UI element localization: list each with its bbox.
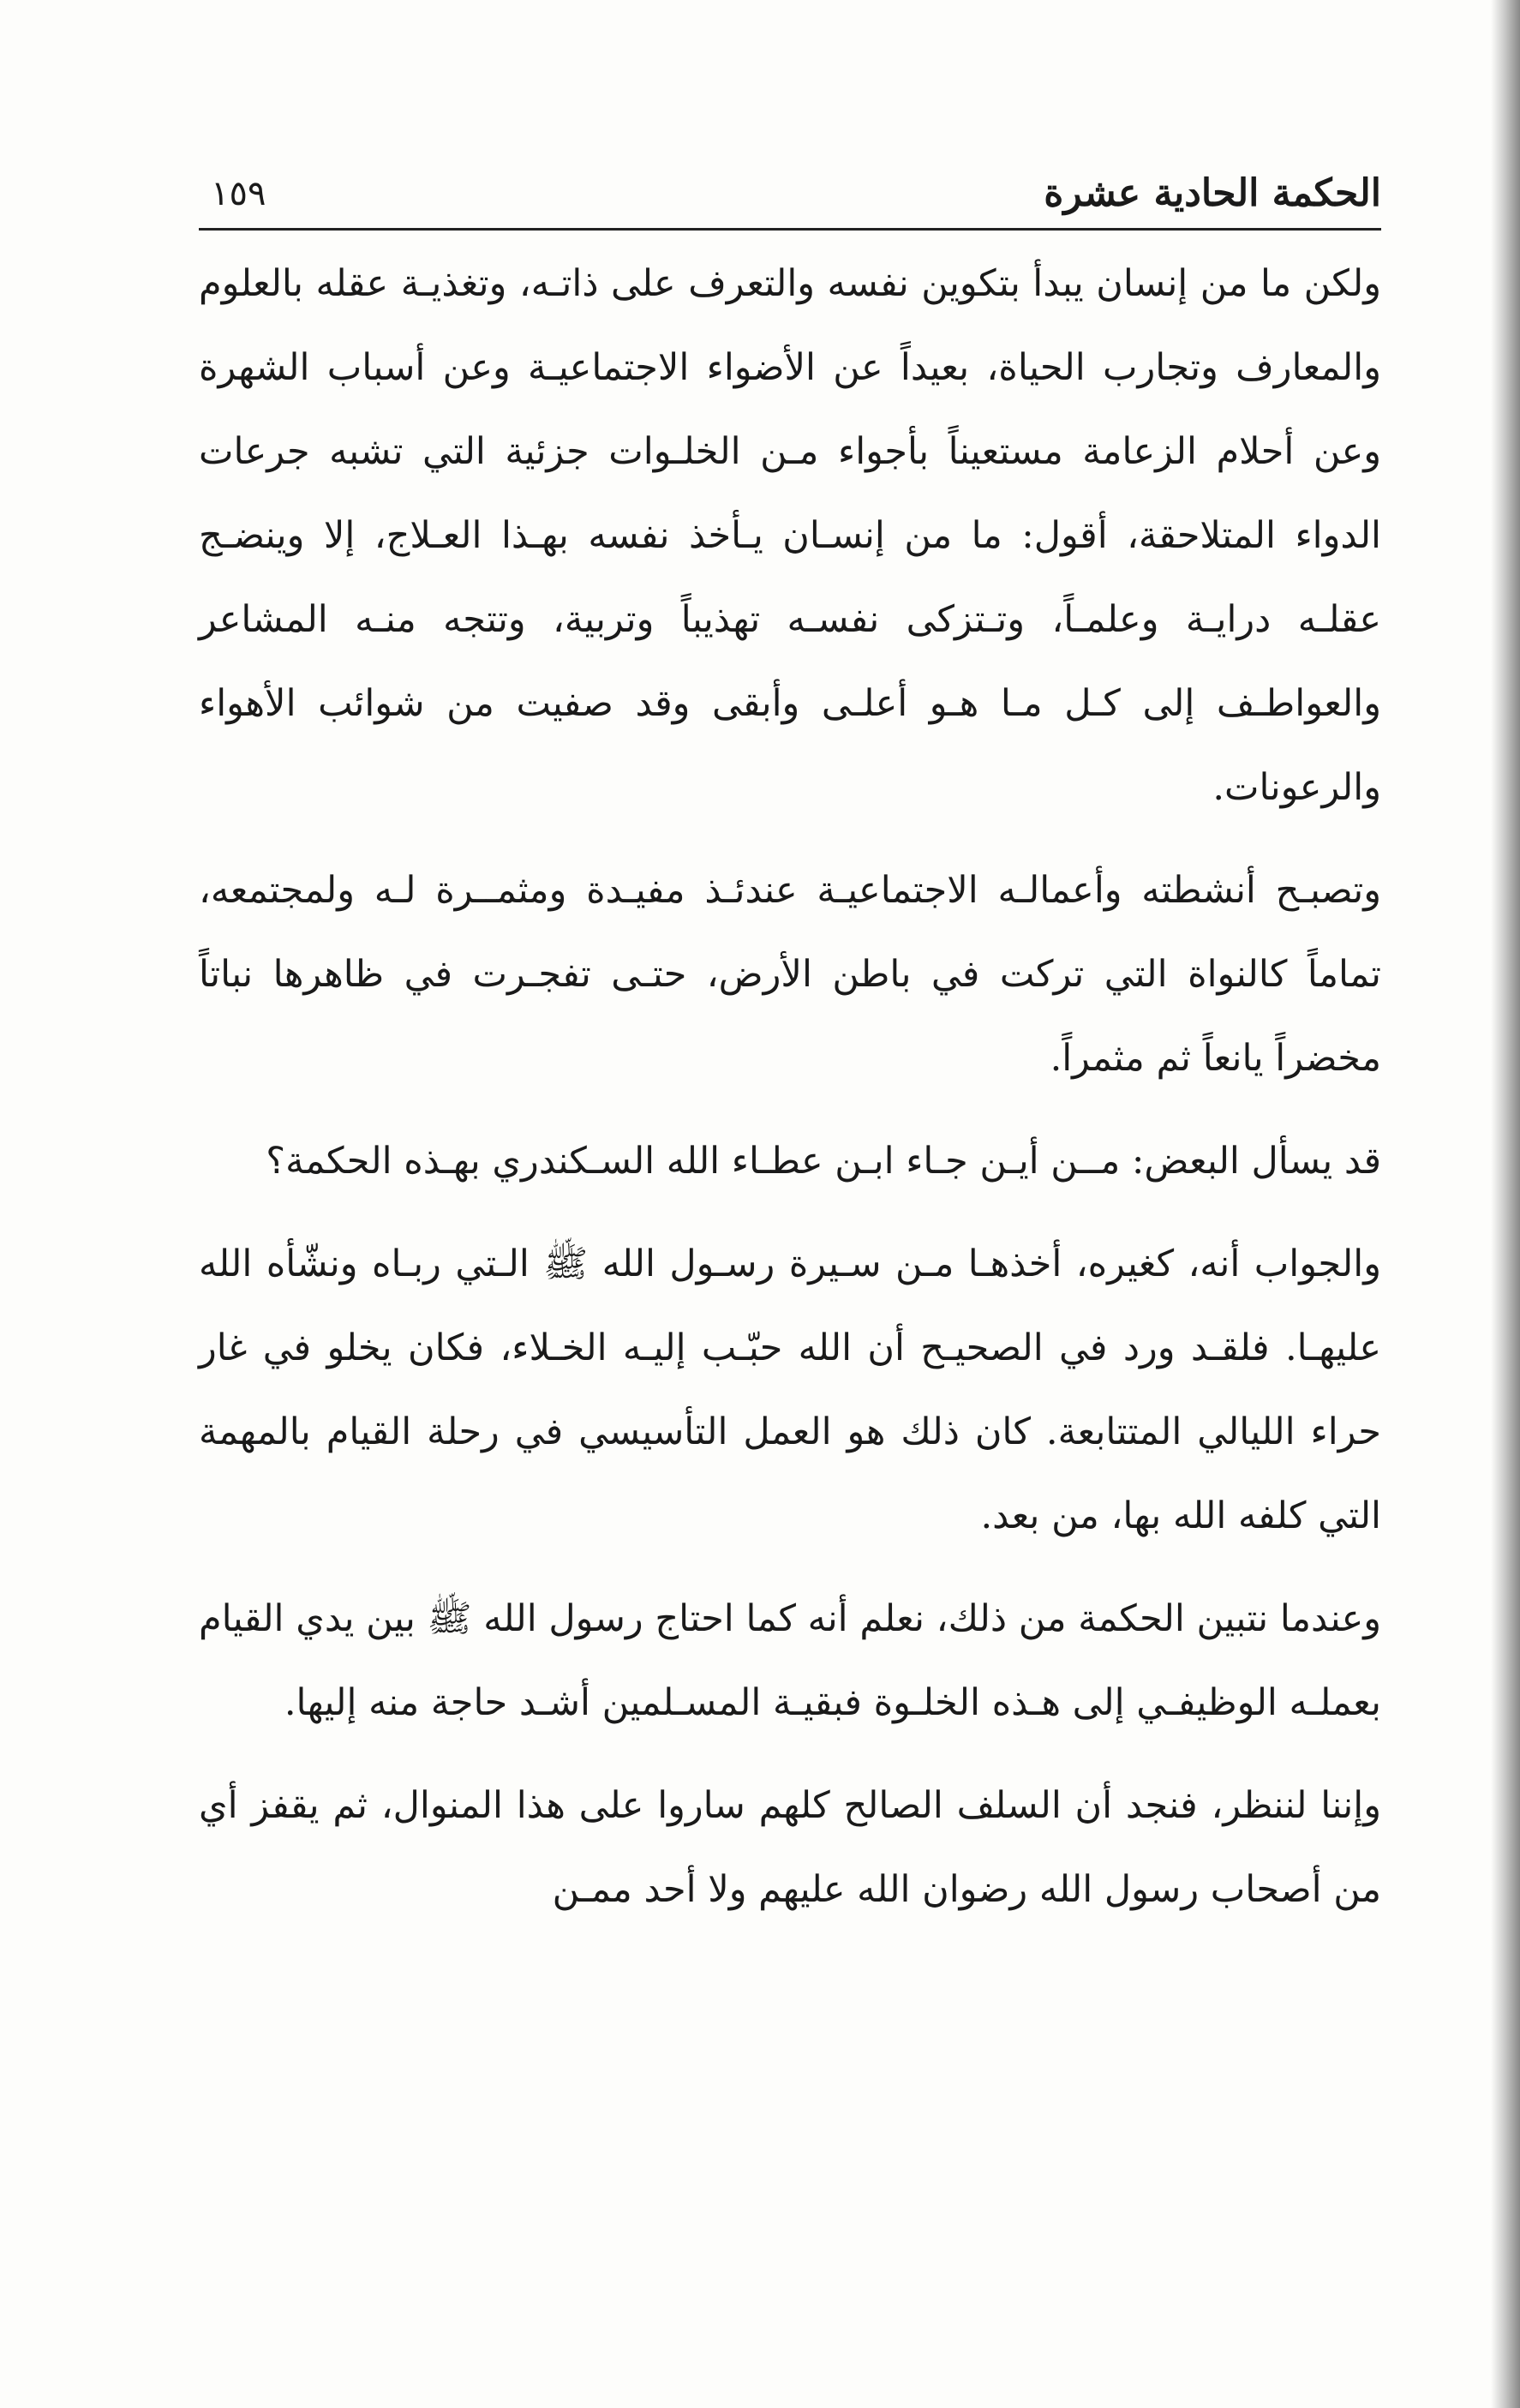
paragraph-1: ولكن ما من إنسان يبدأ بتكوين نفسه والتعرف على ذاتـه، وتغذيـة عقله بالعلوم والمعارف وتجارب الحياة، بعيداً عن الأضواء الاجتماعيـة وعن أسباب الشهرة وعن أحلام الزعامة مستعيناً بأجواء مـن الخلـوات جزئية التي تشبه جرعات الدواء المتلاحقة، أقول: ما من إنسـان يـأخذ نفسه بهـذا العـلاج، إلا وينضـج عقلـه درايـة وعلمـاً، وتـتزكى نفسـه تهذيباً وتربية، وتتجه منـه المشاعر والعواطـف إلى كـل مـا هـو أعلـى وأبقى وقد صفيت من شوائب الأهواء والرعونات. — [199, 262, 1381, 809]
page-header — [199, 168, 1381, 231]
paragraph-5: وعندما نتبين الحكمة من ذلك، نعلم أنه كما احتاج رسول الله ﷺ بين يدي القيام بعملـه الوظيفـي إلى هـذه الخلـوة فبقيـة المسـلمين أشـد حاجة منه إليها. — [199, 1597, 1381, 1724]
paragraph-6: وإننا لننظر، فنجد أن السلف الصالح كلهم ساروا على هذا المنوال، ثم يقفز أي من أصحاب رسول الله رضوان الله عليهم ولا أحد ممـن — [199, 1784, 1381, 1911]
body-text — [199, 242, 1381, 2213]
paragraph-3: قد يسأل البعض: مــن أيـن جـاء ابـن عطـاء الله السـكندري بهـذه الحكمة؟ — [266, 1140, 1381, 1183]
paragraph-4: والجواب أنه، كغيره، أخذهـا مـن سـيرة رسـول الله ﷺ الـتي ربـاه ونشّأه الله عليهـا. فلقـد ورد في الصحيـح أن الله حبّـب إليـه الخـلاء، فكان يخلو في غار حراء الليالي المتتابعة. كان ذلك هو العمل التأسيسي في رحلة القيام بالمهمة التي كلفه الله بها، من بعد. — [199, 1243, 1381, 1537]
page-edge-shadow — [1491, 0, 1520, 2408]
running-title: الحكمة الحادية عشرة — [1044, 171, 1381, 215]
page-number: ١٥٩ — [211, 174, 266, 213]
paragraph-2: وتصبـح أنشطته وأعمالـه الاجتماعيـة عندئـذ مفيـدة ومثمــرة لـه ولمجتمعه، تماماً كالنواة التي تركت في باطن الأرض، حتـى تفجـرت في ظاهرها نباتاً مخضراً يانعاً ثم مثمراً. — [199, 869, 1381, 1080]
